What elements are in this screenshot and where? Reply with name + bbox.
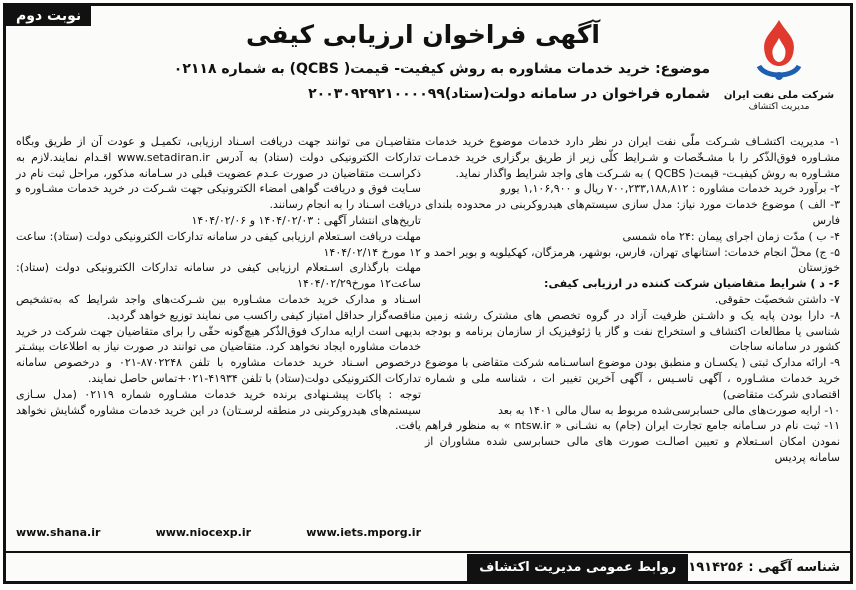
paragraph: ۷- داشتن شخصیّت حقوقی. (714, 292, 840, 306)
paragraph: متقاضیـان می توانند جهت دریافت اسـناد ارزیابی، تکمیـل و عودت آن از طریق وبگاه تدارکات الکترونیکی دولت (ستاد) به آدرس www.setadiran.ir اقـدام نمایند.لازم به ذکراسـت متقاضیان در صورت عـدم عضویت قبلی در سـامانه مذکور، مراحل ثبت نام در سـایت فوق و دریافت گواهی امضاء الکترونیکی جهت شـرکت در خرید خدمات مشـاوره و دریافت اسـناد را به انجام رسانند. (16, 135, 421, 212)
paragraph: ۵- ج) محلّ انجام خدمات: استانهای تهران، فارس، بوشهر، هرمزگان، کهکیلویه و بویر احمد و خوزستان (425, 245, 840, 275)
advertisement-page (3, 3, 853, 584)
paragraph: اسـناد و مدارک خرید خدمات مشـاوره بین شـرکت‌های واجد شرایط که به‌تشخیص مناقصه‌گزار حداقل امتیاز کیفی راکسب می نمایند توزیع خواهد گردید. (16, 292, 421, 322)
public-relations-label: روابط عمومی مدیریت اکتشاف (467, 554, 688, 581)
paragraph: ۱۱- ثبت نام در سـامانه جامع تجارت ایران (جام) به نشـانی « ntsw.ir » به منظور فراهم نمودن امکان اسـتعلام و تعیین اصالـت صورت های مالی حسابرسی شده مشاوران از سامانه پردیس (425, 419, 840, 464)
paragraph: توجه : پاکات پیشـنهادی برنده خرید خدمات مشـاوره شماره ۰۲۱۱۹ (مدل سـازی سیستم‌های هیدروکربنی در منطقه لرسـتان) در این خرید خدمات مشاوره گشایش نخواهد یافت. (16, 387, 422, 433)
paragraph: ۱- مدیریت اکتشـاف شـرکت ملّی نفت ایران در نظر دارد خدمات موضوع خرید خدمات مشـاوره فوق‌الذّکر را با مشـخّصات و شـرایط کلّی زیر از طریق برگزاری خرید خدمـات مشـاوره به روش کیفیـت- قیمت( QCBS ) به شـرکت های واجد شرایط واگذار نماید. (425, 135, 840, 180)
websites-row (16, 526, 421, 539)
footer (6, 551, 850, 581)
paragraph: مهلت بارگذاری اسـتعلام ارزیابی کیفی در سامانه تدارکات الکترونیکی دولت (ستاد): ساعت۱۲ مورخ۱۴۰۴/۰۲/۲۹ (16, 261, 421, 291)
paragraph: ۶- د ) شرایط متقاضیان شرکت کننده در ارزیابی کیفی: (544, 277, 840, 291)
paragraph: مهلت دریافت اسـتعلام ارزیابی کیفی در سامانه تدارکات الکترونیکی دولت (ستاد): ساعت ۱۲ مورخ ۱۴۰۴/۰۲/۱۴ (16, 229, 421, 259)
nioc-flame-icon (743, 16, 815, 88)
paragraph: تاریخ‌های انتشار آگهی : ۱۴۰۴/۰۲/۰۳ و ۱۴۰۴/۰۲/۰۶ (191, 213, 421, 227)
round-badge: نوبت دوم (6, 6, 91, 26)
right-column (425, 134, 840, 466)
paragraph: ۲- برآورد خرید خدمات مشاوره : ۷۰۰,۲۳۳,۱۸۸,۸۱۲ ریال و ۱,۱۰۶,۹۰۰ یورو (500, 182, 840, 196)
paragraph: بدیهی است ارایه مدارک فوق‌الذّکر هیچ‌گونه حقّی را برای متقاضیان جهت شرکت در خرید خدمات مشاوره ایجاد نخواهد کرد. متقاضیان می توانند در صورت نیاز به اطلاعات بیشـتر درخصوص اسـناد خرید خدمات مشاوره با تلفن ۸۷۰۲۲۴۸-۰۲۱ و درخصوص سامانه تدارکات الکترونیکی دولت(ستاد) با تلفن ۴۱۹۳۴-۰۲۱+تماس حاصل نمایند. (16, 324, 421, 385)
call-number-line: شماره فراخوان در سامانه دولت(ستاد)۲۰۰۳۰۹۲۹۲۱۰۰۰۰۹۹ (308, 86, 710, 102)
website-link[interactable]: www.iets.mporg.ir (306, 526, 421, 539)
website-link[interactable]: www.shana.ir (16, 526, 101, 539)
department-name: مدیریت اکتشاف (748, 102, 810, 112)
left-column (16, 134, 421, 434)
company-name: شرکت ملی نفت ایران (723, 90, 835, 101)
paragraph: ۴- ب ) مدّت زمان اجرای پیمان :۲۴ ماه شمسی (622, 229, 840, 243)
paragraph: ۹- ارائه مدارک ثبتی ( یکسـان و منطبق بودن موضوع اساسـنامه شرکت متقاضی با موضوع خرید خدمات مشـاوره ، آگهی تاسـیس ، آگهی آخرین تغییر ات ، شناسه ملی و شماره اقتصادی شرکت متقاضی) (425, 356, 840, 401)
paragraph: ۳- الف ) موضوع خدمات مورد نیاز: مدل سازی سیستم‌های هیدروکربنی در محدوده بلندای فارس (425, 198, 840, 227)
paragraph: ۸- دارا بودن پایه یک و داشـتن ظرفیت آزاد در گروه تخصص های مشترک رشته زمین شناسی یا مطالعات اکتشاف و استخراج نفت و گاز یا ژئوفیزیک از سازمان برنامه و بودجه کشور در سامانه ساجات (425, 308, 840, 354)
ad-code: شناسه آگهی : ۱۹۱۴۲۵۶ (688, 559, 840, 575)
page-title: آگهی فراخوان ارزیابی کیفی (246, 20, 600, 49)
website-link[interactable]: www.niocexp.ir (155, 526, 252, 539)
company-logo (720, 16, 838, 126)
subject-line: موضوع: خرید خدمات مشاوره به روش کیفیت- قیمت( QCBS) به شماره ۰۲۱۱۸ (173, 61, 710, 77)
paragraph: ۱۰- ارایه صورت‌های مالی حسابرسی‌شده مربوط به سال مالی ۱۴۰۱ به بعد (497, 403, 840, 417)
